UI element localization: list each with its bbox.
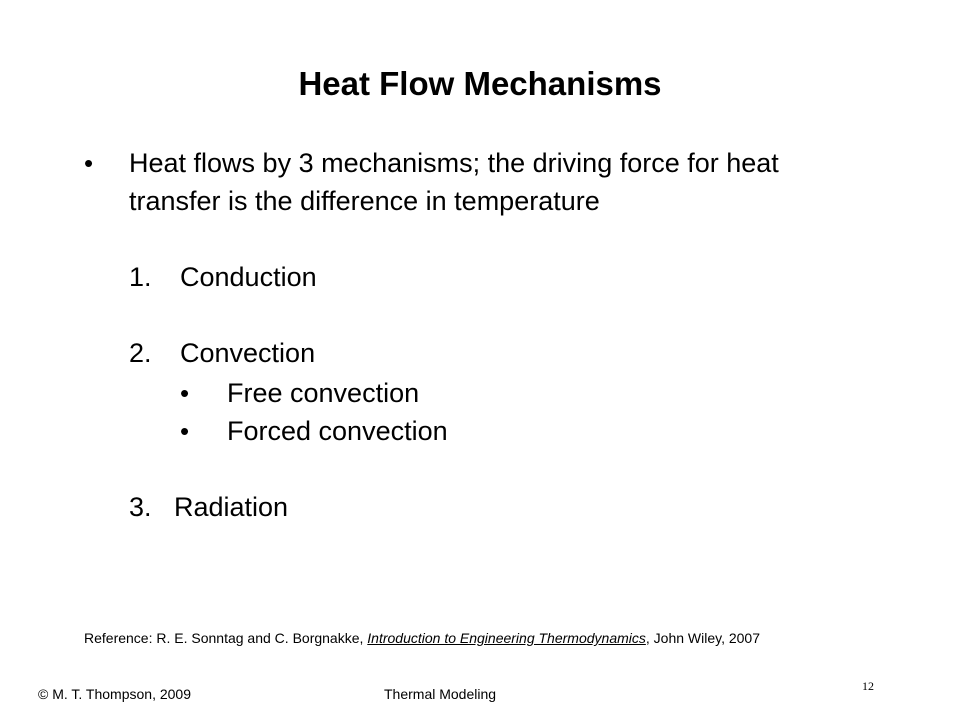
bullet-icon: • [84,148,94,178]
item-convection: Convection [180,338,316,368]
footer-copyright: © M. T. Thompson, 2009 [38,686,191,702]
item-number-3: 3. [129,492,152,522]
item-radiation: Radiation [174,492,289,522]
subitem-free-convection: Free convection [227,378,420,408]
intro-line-2: transfer is the difference in temperature [129,186,600,216]
reference-citation [84,628,760,648]
item-conduction: Conduction [180,262,317,292]
page-number: 12 [862,679,874,693]
reference-book-title: Introduction to Engineering Thermodynamics [367,630,646,646]
subitem-forced-convection: Forced convection [227,416,448,446]
reference-suffix: , John Wiley, 2007 [645,630,761,646]
item-number-2: 2. [129,338,152,368]
sub-bullet-icon: • [180,378,190,408]
reference-prefix: Reference: R. E. Sonntag and C. Borgnakke, [84,630,368,646]
item-number-1: 1. [129,262,152,292]
intro-line-1: Heat flows by 3 mechanisms; the driving force for heat [129,148,779,178]
slide-title: Heat Flow Mechanisms [298,65,662,102]
sub-bullet-icon: • [180,416,190,446]
footer-course: Thermal Modeling [384,686,497,702]
